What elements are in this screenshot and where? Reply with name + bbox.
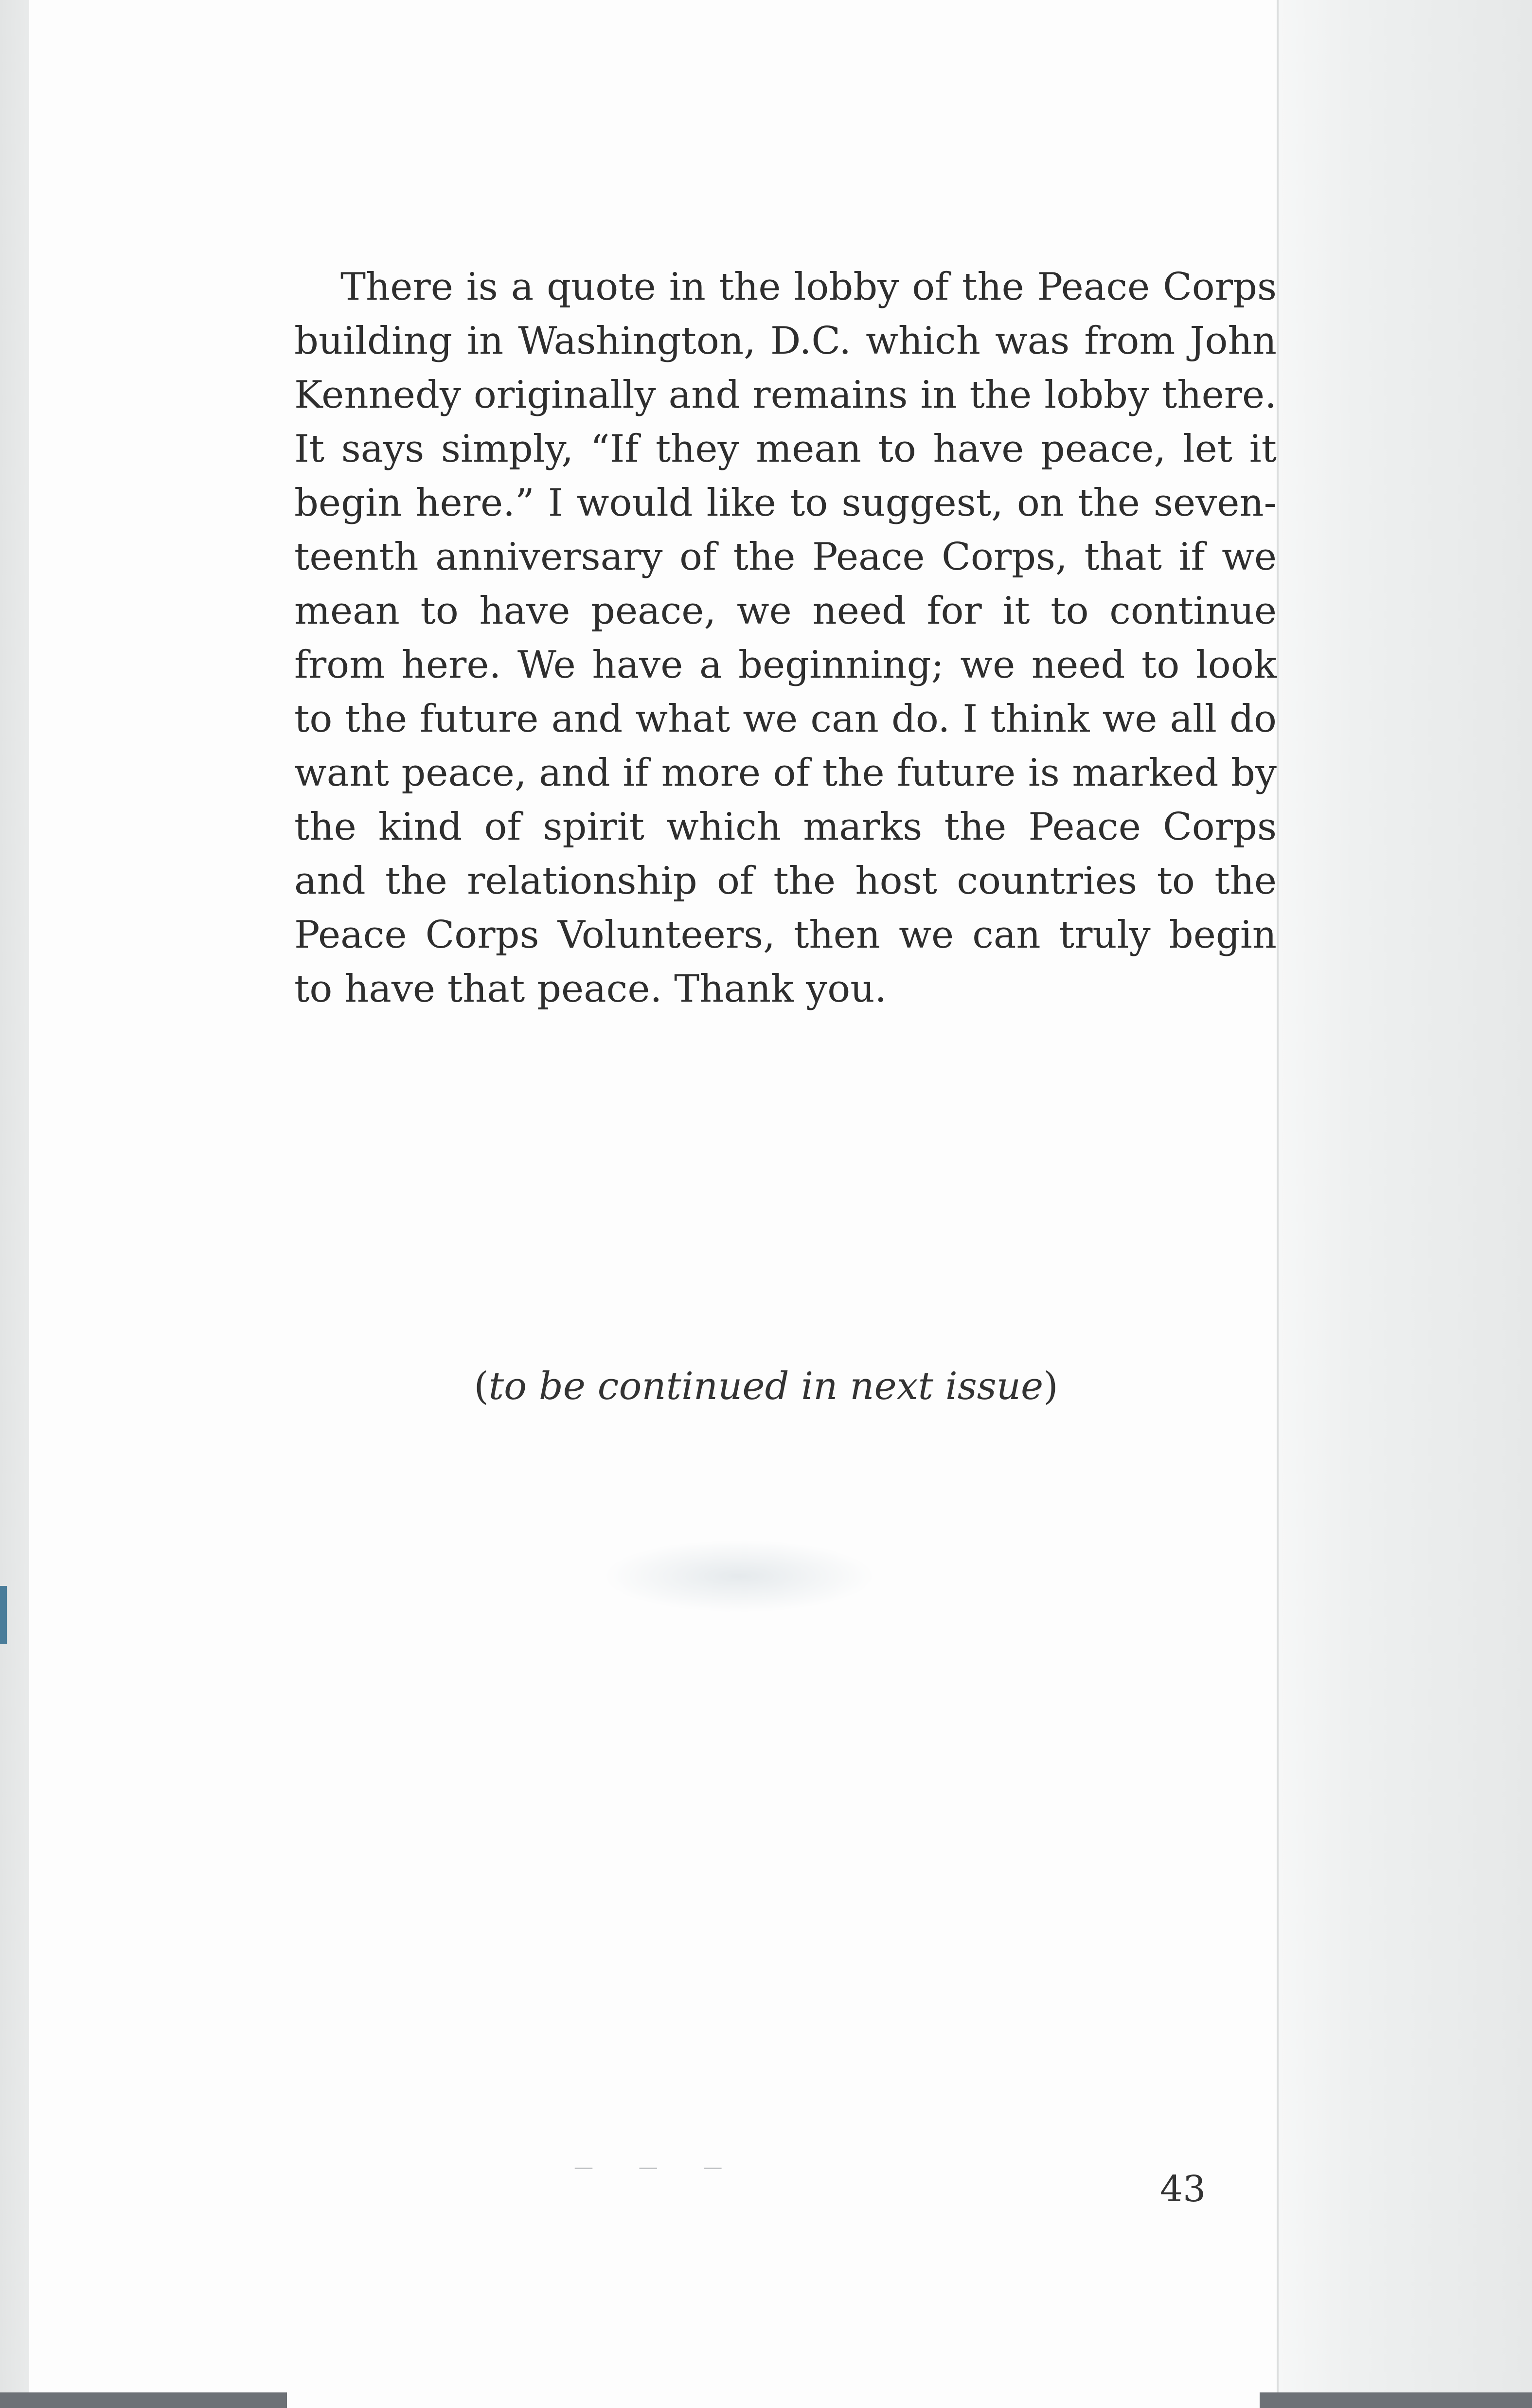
- scan-dash-marks: — — —: [574, 2156, 742, 2178]
- body-paragraph: There is a quote in the lobby of the Peace Corps building in Washington, D.C. which was from John Kennedy originally and remains in the lobby there. It says simply, “If they mean to have peace, let it begin here.” I would like to suggest, on the seventeenth anniversary of the Peace Corps, that if we mean to have peace, we need for it to continue from here. We have a beginning; we need to look to the future and what we can do. I think we all do want peace, and if more of the future is marked by the kind of spirit which marks the Peace Corps and the relationship of the host countries to the Peace Corps Volunteers, then we can truly begin to have that peace. Thank you.: [294, 265, 1277, 1011]
- scan-bottom-bar-right: [1260, 2392, 1532, 2408]
- scan-bottom-bar-left: [0, 2392, 287, 2408]
- continued-note: [0, 1362, 1532, 1411]
- scan-edge-right: [1277, 0, 1532, 2408]
- continued-note-open-paren: (: [474, 1365, 489, 1408]
- scan-smudge: [603, 1540, 875, 1613]
- continued-note-close-paren: ): [1043, 1365, 1058, 1408]
- page-number: 43: [1160, 2168, 1206, 2210]
- continued-note-text: to be continued in next issue: [488, 1365, 1044, 1408]
- scan-margin-mark: [0, 1586, 7, 1644]
